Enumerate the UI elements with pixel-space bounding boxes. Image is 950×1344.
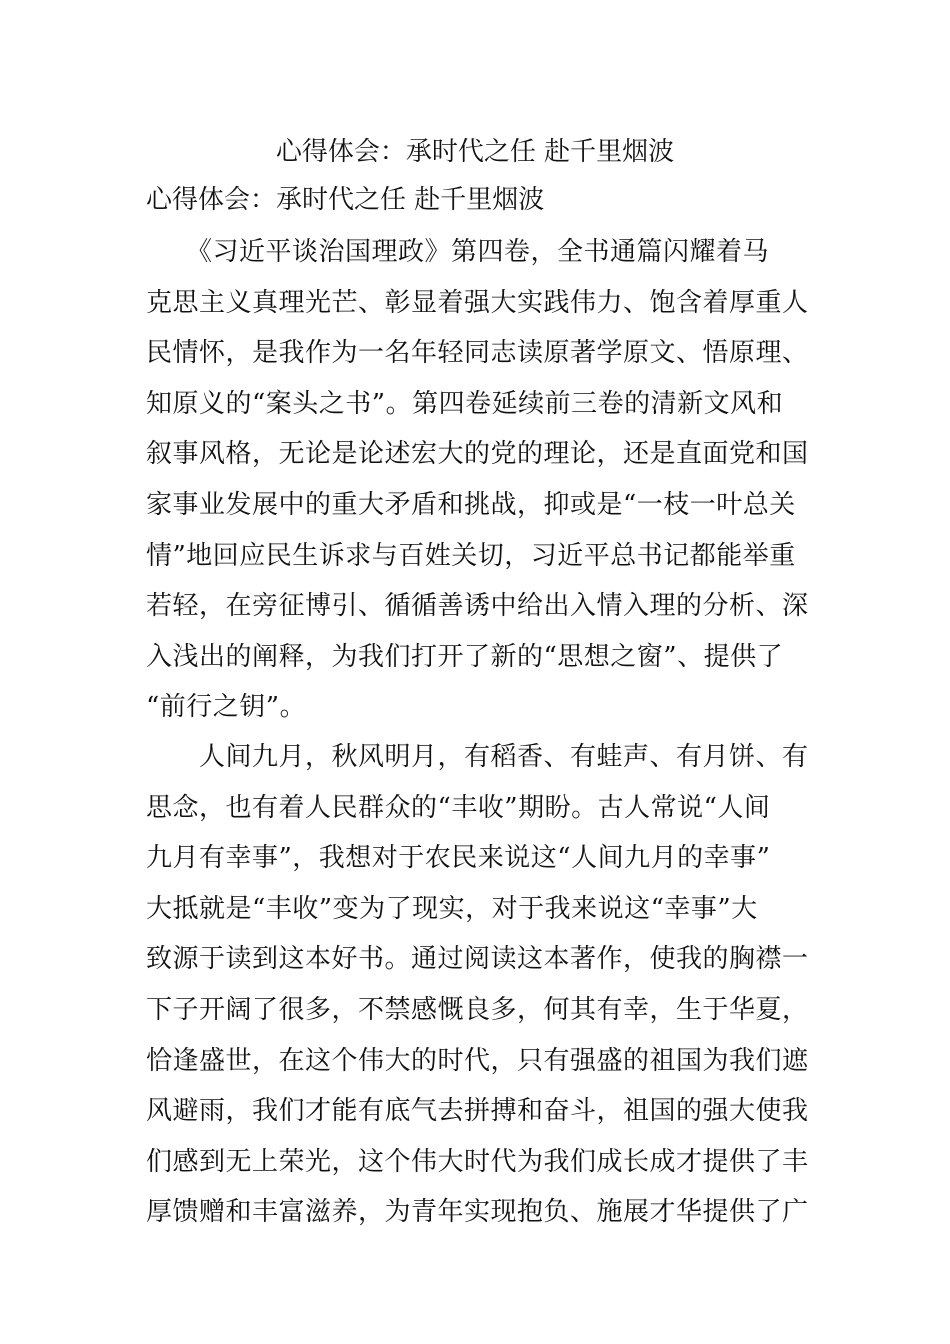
paragraph-1 — [146, 227, 816, 733]
paragraph-line: 厚馈赠和丰富滋养，为青年实现抱负、施展才华提供了广 — [146, 1197, 809, 1228]
paragraph-line: 情”地回应民生诉求与百姓关切，习近平总书记都能举重 — [146, 540, 796, 571]
document-subtitle: 心得体会：承时代之任 赴千里烟波 — [146, 185, 545, 215]
paragraph-line: 大抵就是“丰收”变为了现实，对于我来说这“幸事”大 — [146, 893, 758, 924]
document-title: 心得体会：承时代之任 赴千里烟波 — [275, 137, 675, 167]
paragraph-line: 九月有幸事”，我想对于农民来说这“人间九月的幸事” — [146, 843, 771, 874]
paragraph-line: 家事业发展中的重大矛盾和挑战，抑或是“一枝一叶总关 — [146, 489, 796, 520]
paragraph-line: “前行之钥”。 — [146, 692, 307, 723]
paragraph-line: 思念，也有着人民群众的“丰收”期盼。古人常说“人间 — [146, 792, 771, 823]
paragraph-line: 致源于读到这本好书。通过阅读这本著作，使我的胸襟一 — [146, 944, 809, 975]
paragraph-line: 克思主义真理光芒、彰显着强大实践伟力、饱含着厚重人 — [146, 287, 809, 318]
paragraph-line: 若轻，在旁征博引、循循善诱中给出入情入理的分析、深 — [146, 591, 809, 622]
paragraph-2 — [146, 732, 816, 1238]
paragraph-line: 《习近平谈治国理政》第四卷，全书通篇闪耀着马 — [146, 237, 770, 267]
paragraph-line: 知原义的“案头之书”。第四卷延续前三卷的清新文风和 — [146, 388, 784, 419]
paragraph-line: 风避雨，我们才能有底气去拼搏和奋斗，祖国的强大使我 — [146, 1096, 809, 1127]
paragraph-line: 恰逢盛世，在这个伟大的时代，只有强盛的祖国为我们遮 — [146, 1045, 809, 1076]
paragraph-line: 入浅出的阐释，为我们打开了新的“思想之窗”、提供了 — [146, 641, 784, 672]
paragraph-line: 人间九月，秋风明月，有稻香、有蛙声、有月饼、有 — [146, 742, 809, 772]
paragraph-line: 叙事风格，无论是论述宏大的党的理论，还是直面党和国 — [146, 439, 809, 470]
paragraph-line: 下子开阔了很多，不禁感慨良多，何其有幸，生于华夏， — [146, 994, 809, 1025]
paragraph-line: 民情怀，是我作为一名年轻同志读原著学原文、悟原理、 — [146, 338, 809, 369]
paragraph-line: 们感到无上荣光，这个伟大时代为我们成长成才提供了丰 — [146, 1146, 809, 1177]
